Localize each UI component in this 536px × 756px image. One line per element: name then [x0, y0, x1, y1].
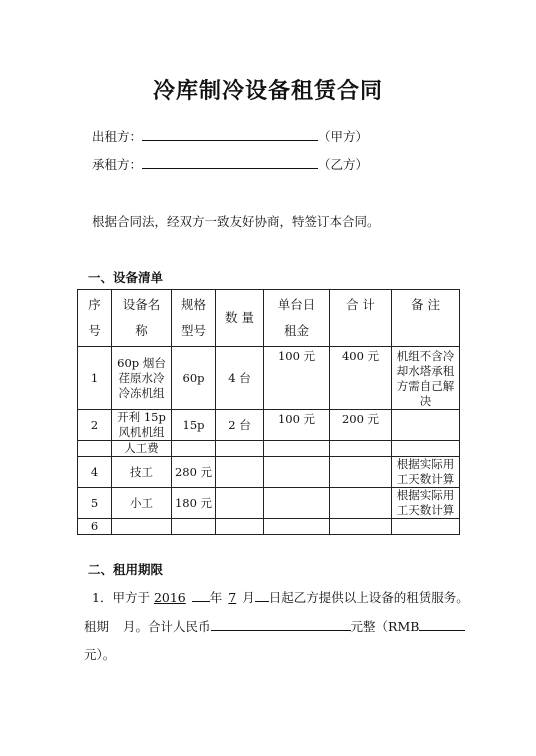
cell-total: 200 元 — [330, 410, 392, 441]
cell-price — [264, 519, 330, 535]
table-row — [78, 457, 460, 488]
cell-total — [330, 488, 392, 519]
cell-name: 人工费 — [112, 441, 172, 457]
cell-price — [264, 488, 330, 519]
cell-note — [392, 519, 460, 535]
cell-spec — [172, 519, 216, 535]
cell-total: 400 元 — [330, 347, 392, 410]
cell-qty — [216, 488, 264, 519]
lessee-label: 承租方： — [92, 157, 143, 172]
cell-total — [330, 457, 392, 488]
cell-note: 根据实际用工天数计算 — [392, 488, 460, 519]
cell-spec: 180 元 — [172, 488, 216, 519]
equipment-table — [77, 289, 460, 535]
lessor-line — [92, 127, 368, 145]
cell-name: 开利 15p风机机组 — [112, 410, 172, 441]
year-suffix: 年 — [209, 590, 223, 605]
table-row — [78, 347, 460, 410]
lessor-role: （甲方） — [318, 129, 369, 144]
total-label: 月。合计人民币 — [123, 619, 211, 634]
cell-qty: 4 台 — [216, 347, 264, 410]
cell-note: 根据实际用工天数计算 — [392, 457, 460, 488]
header-name: 设备名 称 — [112, 290, 172, 347]
cell-price — [264, 457, 330, 488]
cell-price: 100 元 — [264, 410, 330, 441]
cell-seq: 6 — [78, 519, 112, 535]
lessor-blank — [142, 128, 318, 141]
table-row — [78, 410, 460, 441]
cell-name: 技工 — [112, 457, 172, 488]
cell-seq: 1 — [78, 347, 112, 410]
rmb-label: 元整（RMB — [350, 619, 420, 634]
header-seq: 序 号 — [78, 290, 112, 347]
cell-name — [112, 519, 172, 535]
term-line-3: 元）。 — [84, 647, 116, 662]
cell-price: 100 元 — [264, 347, 330, 410]
cell-qty — [216, 441, 264, 457]
lessee-line — [92, 155, 368, 173]
start-year: 2016 — [153, 590, 186, 605]
table-row — [78, 441, 460, 457]
day-blank — [255, 589, 269, 602]
cell-name: 60p 烟台荏原水冷冷冻机组 — [112, 347, 172, 410]
header-note: 备 注 — [392, 290, 460, 347]
cell-note: 机组不含冷却水塔承租方需自己解决 — [392, 347, 460, 410]
cell-total — [330, 441, 392, 457]
month-suffix: 月 — [242, 590, 255, 605]
rmb-words-blank — [211, 618, 351, 631]
cell-spec — [172, 441, 216, 457]
section-2-heading: 二、租用期限 — [88, 562, 164, 577]
table-row — [78, 488, 460, 519]
lessor-label: 出租方： — [92, 129, 143, 144]
year-gap — [192, 589, 210, 602]
cell-name: 小工 — [112, 488, 172, 519]
cell-seq: 2 — [78, 410, 112, 441]
start-month: 7 — [228, 590, 237, 605]
header-spec: 规格 型号 — [172, 290, 216, 347]
table-row — [78, 519, 460, 535]
document-title: 冷库制冷设备租赁合同 — [152, 78, 383, 104]
header-price: 单台日 租金 — [264, 290, 330, 347]
lessee-blank — [142, 156, 318, 169]
header-qty: 数 量 — [216, 290, 264, 347]
intro-paragraph: 根据合同法，经双方一致友好协商，特签订本合同。 — [92, 214, 380, 229]
cell-note — [392, 441, 460, 457]
term-prefix: 1．甲方于 — [92, 590, 150, 605]
cell-spec: 280 元 — [172, 457, 216, 488]
cell-note — [392, 410, 460, 441]
term-suffix: 日起乙方提供以上设备的租赁服务。 — [268, 590, 469, 605]
cell-qty — [216, 457, 264, 488]
term-line-1 — [92, 588, 469, 606]
cell-seq: 5 — [78, 488, 112, 519]
cell-seq — [78, 441, 112, 457]
cell-seq: 4 — [78, 457, 112, 488]
cell-spec: 60p — [172, 347, 216, 410]
cell-qty — [216, 519, 264, 535]
section-1-heading: 一、设备清单 — [88, 270, 164, 285]
period-label: 租期 — [84, 619, 110, 634]
cell-spec: 15p — [172, 410, 216, 441]
header-total: 合 计 — [330, 290, 392, 347]
cell-total — [330, 519, 392, 535]
cell-price — [264, 441, 330, 457]
lessee-role: （乙方） — [318, 157, 369, 172]
table-header-row — [78, 290, 460, 347]
term-line-2 — [84, 617, 465, 635]
rmb-amount-blank — [419, 618, 465, 631]
cell-qty: 2 台 — [216, 410, 264, 441]
